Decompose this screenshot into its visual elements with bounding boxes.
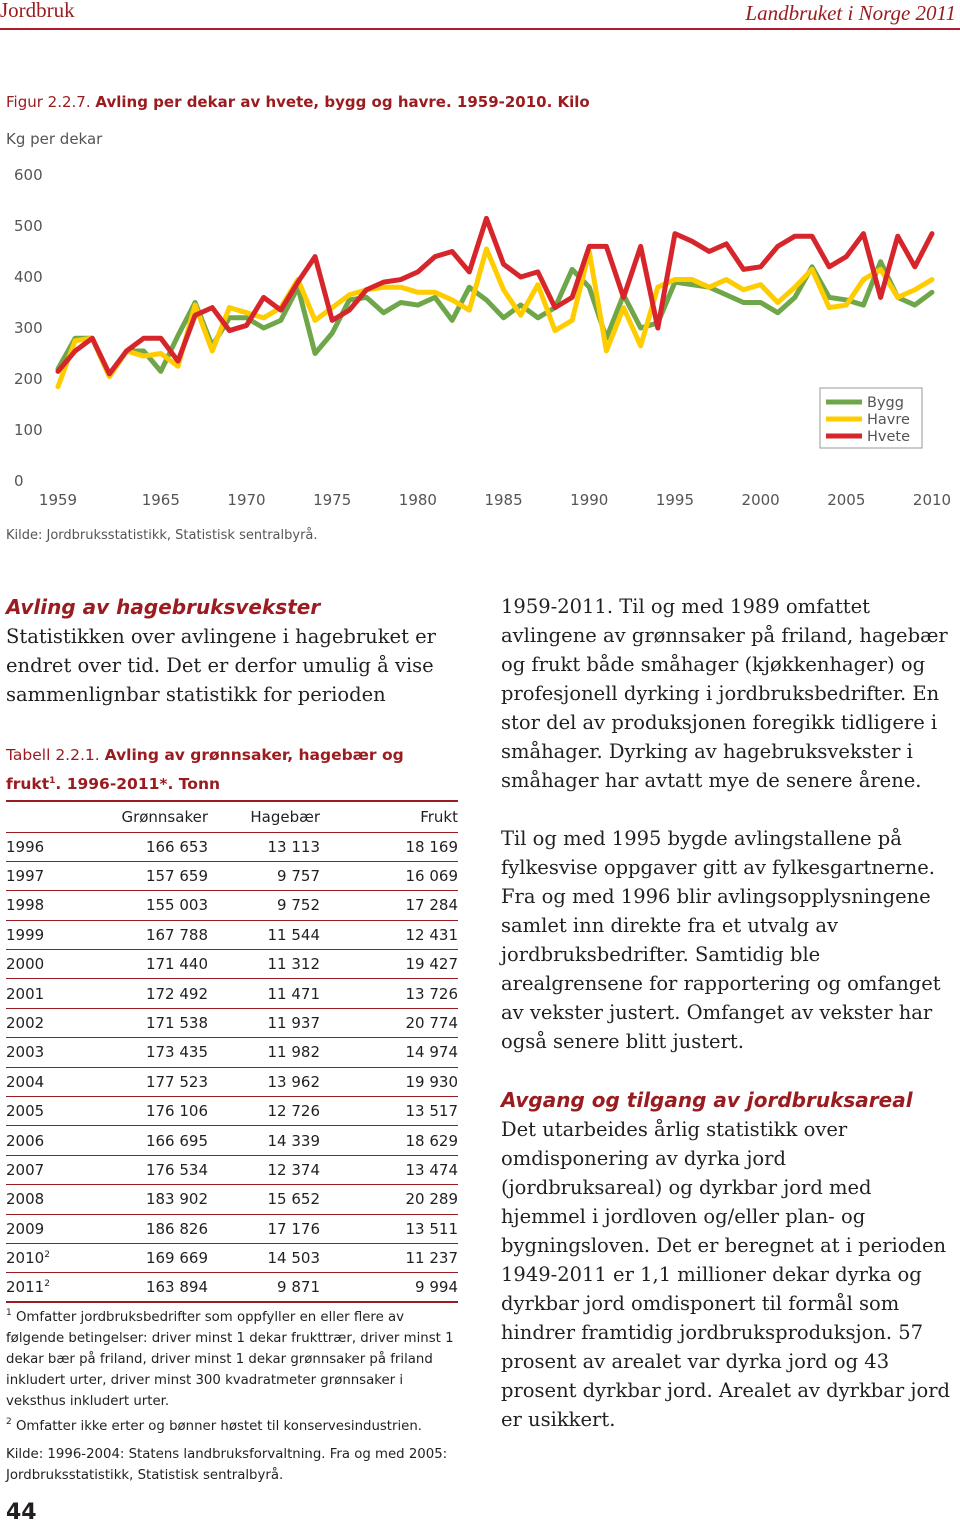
data-point-havre — [485, 248, 487, 250]
table-row — [6, 1008, 458, 1037]
x-tick-label: 1985 — [484, 491, 523, 509]
data-point-bygg — [759, 301, 761, 303]
data-point-bygg — [400, 301, 402, 303]
data-point-hvete — [262, 296, 264, 298]
data-point-havre — [74, 340, 76, 342]
paragraph-3: Det utarbeides årlig statistikk over omdisponering av dyrka jord (jordbruksareal) og dyrkbar jord med hjemmel i jordloven og/eller plan- og bygningsloven. Det er beregnet at i perioden 1949-2011 er 1,1 millioner dekar dyrka og dyrkbar jord omdisponert til formål som hindrer framtidig jordbruksproduksjon. 57 prosent av arealet var dyrka jord og 43 prosent dyrkbar jord. Arealet av dyrkbar jord er usikkert. — [501, 1118, 951, 1431]
data-point-bygg — [520, 304, 522, 306]
data-point-bygg — [434, 296, 436, 298]
data-point-hvete — [742, 268, 744, 270]
section-title: Jordbruk — [0, 0, 75, 22]
data-point-hvete — [622, 296, 624, 298]
data-point-havre — [194, 304, 196, 306]
data-point-havre — [211, 350, 213, 352]
data-point-havre — [554, 329, 556, 331]
cell-frukt: 19 427 — [320, 950, 458, 979]
data-point-bygg — [794, 296, 796, 298]
cell-frukt: 13 474 — [320, 1155, 458, 1184]
yield-table — [6, 800, 458, 1303]
data-point-hvete — [897, 235, 899, 237]
data-point-hvete — [314, 255, 316, 257]
x-tick-label: 2005 — [827, 491, 866, 509]
y-tick-label: 400 — [14, 268, 43, 286]
cell-gronnsaker: 183 902 — [98, 1185, 208, 1214]
data-point-havre — [759, 283, 761, 285]
cell-year: 2003 — [6, 1038, 98, 1067]
cell-year: 2007 — [6, 1155, 98, 1184]
data-point-hvete — [811, 235, 813, 237]
data-point-hvete — [537, 271, 539, 273]
table-row — [6, 861, 458, 890]
data-point-hvete — [468, 271, 470, 273]
cell-frukt: 17 284 — [320, 891, 458, 920]
data-point-hvete — [160, 337, 162, 339]
data-point-havre — [845, 304, 847, 306]
col-header-year — [6, 801, 98, 832]
page-number: 44 — [6, 1500, 37, 1525]
table-source: Kilde: 1996-2004: Statens landbruksforvaltning. Fra og med 2005: Jordbruksstatistikk, Statistisk sentralbyrå. — [6, 1447, 448, 1483]
data-point-bygg — [862, 304, 864, 306]
data-point-havre — [228, 306, 230, 308]
cell-hagebaer: 11 312 — [208, 950, 320, 979]
data-point-havre — [639, 345, 641, 347]
data-point-havre — [142, 355, 144, 357]
data-point-hvete — [879, 296, 881, 298]
data-point-havre — [622, 306, 624, 308]
chart-source: Kilde: Jordbruksstatistikk, Statistisk sentralbyrå. — [6, 528, 318, 543]
y-tick-label: 600 — [14, 166, 43, 184]
data-point-hvete — [417, 271, 419, 273]
cell-gronnsaker: 176 106 — [98, 1097, 208, 1126]
table-row — [6, 1097, 458, 1126]
section-text: Statistikken over avlingene i hagebruket er endret over tid. Det er derfor umulig å vise sammenlignbar statistikk for perioden — [6, 625, 436, 706]
cell-year: 2002 — [6, 1008, 98, 1037]
cell-year: 1999 — [6, 920, 98, 949]
data-point-hvete — [108, 373, 110, 375]
data-point-hvete — [588, 245, 590, 247]
cell-year: 1997 — [6, 861, 98, 890]
cell-gronnsaker: 157 659 — [98, 861, 208, 890]
data-point-havre — [725, 278, 727, 280]
data-point-bygg — [262, 327, 264, 329]
data-point-havre — [657, 286, 659, 288]
data-point-hvete — [725, 243, 727, 245]
data-point-bygg — [365, 296, 367, 298]
cell-year: 1996 — [6, 832, 98, 861]
y-tick-label: 100 — [14, 421, 43, 439]
data-point-hvete — [91, 337, 93, 339]
page-header — [0, 0, 960, 24]
footnote-1: $^1$ Omfatter jordbruksbedrifter som oppfyller en eller flere av følgende betingelser: driver minst 1 dekar frukttrær, driver minst 1 dekar bær på friland, driver minst 1 dekar grønnsaker på friland inkludert urter, driver minst 300 kvadratmeter grønnsaker i veksthus inkludert urter. — [6, 1308, 454, 1409]
cell-gronnsaker: 166 695 — [98, 1126, 208, 1155]
cell-hagebaer: 12 374 — [208, 1155, 320, 1184]
data-point-hvete — [554, 306, 556, 308]
data-point-bygg — [777, 312, 779, 314]
data-point-hvete — [931, 232, 933, 234]
data-point-havre — [742, 289, 744, 291]
data-point-havre — [862, 278, 864, 280]
table-row — [6, 950, 458, 979]
figure-number: Figur 2.2.7. — [6, 93, 91, 111]
legend-label-havre: Havre — [867, 412, 910, 428]
data-point-havre — [914, 289, 916, 291]
data-point-bygg — [417, 304, 419, 306]
table-row — [6, 1273, 458, 1302]
x-tick-label: 1959 — [38, 491, 78, 509]
table-row — [6, 1067, 458, 1096]
cell-frukt: 9 994 — [320, 1273, 458, 1302]
cell-year: 2011$^2$ — [6, 1273, 98, 1302]
data-point-hvete — [777, 245, 779, 247]
y-tick-label: 300 — [14, 319, 43, 337]
data-point-hvete — [708, 250, 710, 252]
table-row — [6, 1243, 458, 1272]
data-point-havre — [691, 278, 693, 280]
cell-hagebaer: 9 752 — [208, 891, 320, 920]
cell-hagebaer: 11 982 — [208, 1038, 320, 1067]
data-point-hvete — [657, 327, 659, 329]
cell-year: 2008 — [6, 1185, 98, 1214]
data-point-havre — [400, 286, 402, 288]
cell-gronnsaker: 176 534 — [98, 1155, 208, 1184]
data-point-hvete — [571, 296, 573, 298]
cell-year: 2000 — [6, 950, 98, 979]
data-point-hvete — [297, 281, 299, 283]
data-point-hvete — [794, 235, 796, 237]
data-point-hvete — [177, 360, 179, 362]
data-point-bygg — [485, 299, 487, 301]
data-point-havre — [931, 278, 933, 280]
data-point-havre — [811, 268, 813, 270]
data-point-bygg — [451, 319, 453, 321]
cell-frukt: 20 774 — [320, 1008, 458, 1037]
x-tick-label: 1995 — [655, 491, 695, 509]
cell-year: 2006 — [6, 1126, 98, 1155]
table-caption — [6, 742, 462, 797]
cell-gronnsaker: 186 826 — [98, 1214, 208, 1243]
data-point-havre — [314, 319, 316, 321]
cell-hagebaer: 14 339 — [208, 1126, 320, 1155]
data-point-bygg — [914, 304, 916, 306]
data-point-bygg — [502, 317, 504, 319]
cell-year: 1998 — [6, 891, 98, 920]
y-axis-label: Kg per dekar — [6, 130, 103, 148]
data-point-havre — [828, 306, 830, 308]
cell-year: 2009 — [6, 1214, 98, 1243]
data-point-hvete — [674, 232, 676, 234]
x-tick-label: 2000 — [741, 491, 780, 509]
data-point-bygg — [879, 261, 881, 263]
data-point-hvete — [639, 245, 641, 247]
col-header-gronnsaker: Grønnsaker — [98, 801, 208, 832]
cell-hagebaer: 17 176 — [208, 1214, 320, 1243]
data-point-hvete — [485, 217, 487, 219]
cell-hagebaer: 12 726 — [208, 1097, 320, 1126]
section-hagebruk — [6, 592, 466, 709]
right-column — [501, 592, 953, 1434]
cell-year: 2004 — [6, 1067, 98, 1096]
data-point-hvete — [228, 329, 230, 331]
y-tick-label: 500 — [14, 217, 43, 235]
table-row — [6, 891, 458, 920]
data-point-hvete — [382, 281, 384, 283]
table-number: Tabell 2.2.1. — [6, 746, 100, 764]
legend-label-bygg: Bygg — [867, 395, 904, 411]
x-tick-label: 1970 — [227, 491, 266, 509]
x-tick-label: 1990 — [570, 491, 609, 509]
cell-frukt: 19 930 — [320, 1067, 458, 1096]
data-point-havre — [382, 286, 384, 288]
header-rule — [0, 28, 960, 30]
data-point-bygg — [725, 294, 727, 296]
data-point-hvete — [914, 266, 916, 268]
table-row — [6, 1185, 458, 1214]
legend-label-hvete: Hvete — [867, 429, 911, 445]
data-point-bygg — [382, 312, 384, 314]
data-point-bygg — [228, 317, 230, 319]
data-point-hvete — [828, 266, 830, 268]
data-point-havre — [537, 283, 539, 285]
x-tick-label: 2010 — [912, 491, 952, 509]
data-point-bygg — [160, 370, 162, 372]
data-point-havre — [434, 291, 436, 293]
yield-line-chart — [0, 120, 960, 520]
cell-gronnsaker: 163 894 — [98, 1273, 208, 1302]
data-point-havre — [708, 286, 710, 288]
cell-frukt: 13 517 — [320, 1097, 458, 1126]
data-point-hvete — [57, 370, 59, 372]
footnotes — [6, 1303, 462, 1486]
footnote-2: $^2$ Omfatter ikke erter og bønner høstet til konservesindustrien. — [6, 1417, 423, 1434]
cell-year: 2001 — [6, 979, 98, 1008]
data-point-hvete — [520, 276, 522, 278]
data-point-hvete — [434, 255, 436, 257]
cell-frukt: 18 629 — [320, 1126, 458, 1155]
section-heading-areal: Avgang og tilgang av jordbruksareal — [501, 1088, 913, 1112]
cell-hagebaer: 11 544 — [208, 920, 320, 949]
x-tick-label: 1975 — [313, 491, 352, 509]
cell-frukt: 12 431 — [320, 920, 458, 949]
cell-frukt: 13 726 — [320, 979, 458, 1008]
cell-frukt: 16 069 — [320, 861, 458, 890]
series-line-havre — [58, 249, 932, 387]
data-point-bygg — [348, 299, 350, 301]
data-point-hvete — [502, 263, 504, 265]
cell-frukt: 18 169 — [320, 832, 458, 861]
data-point-havre — [262, 317, 264, 319]
cell-frukt: 11 237 — [320, 1243, 458, 1272]
data-point-bygg — [537, 317, 539, 319]
data-point-bygg — [314, 352, 316, 354]
series-line-hvete — [58, 218, 932, 374]
col-header-frukt: Frukt — [320, 801, 458, 832]
data-point-bygg — [639, 327, 641, 329]
data-point-hvete — [691, 240, 693, 242]
cell-frukt: 20 289 — [320, 1185, 458, 1214]
data-point-bygg — [742, 301, 744, 303]
cell-gronnsaker: 171 440 — [98, 950, 208, 979]
cell-gronnsaker: 177 523 — [98, 1067, 208, 1096]
data-point-bygg — [280, 319, 282, 321]
data-point-hvete — [605, 245, 607, 247]
figure-caption — [6, 93, 590, 111]
figure-title: Avling per dekar av hvete, bygg og havre. 1959-2010. Kilo — [95, 93, 590, 111]
table-row — [6, 832, 458, 861]
cell-gronnsaker: 155 003 — [98, 891, 208, 920]
data-point-hvete — [331, 319, 333, 321]
data-point-hvete — [451, 250, 453, 252]
data-point-havre — [897, 296, 899, 298]
data-point-havre — [605, 350, 607, 352]
cell-year: 2005 — [6, 1097, 98, 1126]
data-point-havre — [57, 385, 59, 387]
cell-frukt: 13 511 — [320, 1214, 458, 1243]
data-point-havre — [520, 314, 522, 316]
data-point-havre — [451, 299, 453, 301]
data-point-hvete — [845, 255, 847, 257]
data-point-hvete — [365, 289, 367, 291]
section-heading: Avling av hagebruksvekster — [6, 595, 321, 619]
x-tick-label: 1980 — [398, 491, 437, 509]
data-point-bygg — [588, 286, 590, 288]
data-point-bygg — [828, 296, 830, 298]
data-point-hvete — [280, 309, 282, 311]
data-point-havre — [468, 309, 470, 311]
cell-hagebaer: 15 652 — [208, 1185, 320, 1214]
data-point-havre — [177, 365, 179, 367]
cell-gronnsaker: 166 653 — [98, 832, 208, 861]
book-title: Landbruket i Norge 2011 — [745, 1, 956, 25]
cell-hagebaer: 14 503 — [208, 1243, 320, 1272]
data-point-bygg — [691, 283, 693, 285]
table-row — [6, 1155, 458, 1184]
data-point-hvete — [400, 278, 402, 280]
cell-hagebaer: 9 757 — [208, 861, 320, 890]
data-point-havre — [879, 268, 881, 270]
data-point-havre — [348, 294, 350, 296]
cell-hagebaer: 11 937 — [208, 1008, 320, 1037]
data-point-hvete — [211, 306, 213, 308]
data-point-hvete — [194, 314, 196, 316]
data-point-hvete — [862, 232, 864, 234]
table-row — [6, 1126, 458, 1155]
table-row — [6, 1038, 458, 1067]
data-point-hvete — [142, 337, 144, 339]
cell-gronnsaker: 173 435 — [98, 1038, 208, 1067]
data-point-hvete — [74, 350, 76, 352]
y-tick-label: 0 — [14, 472, 24, 490]
y-tick-label: 200 — [14, 370, 43, 388]
data-point-havre — [417, 291, 419, 293]
cell-hagebaer: 11 471 — [208, 979, 320, 1008]
data-point-havre — [777, 301, 779, 303]
data-point-havre — [674, 278, 676, 280]
data-point-hvete — [125, 350, 127, 352]
data-point-havre — [502, 289, 504, 291]
data-point-bygg — [177, 334, 179, 336]
cell-frukt: 14 974 — [320, 1038, 458, 1067]
cell-hagebaer: 13 962 — [208, 1067, 320, 1096]
cell-gronnsaker: 169 669 — [98, 1243, 208, 1272]
table-row — [6, 979, 458, 1008]
cell-gronnsaker: 171 538 — [98, 1008, 208, 1037]
data-point-hvete — [348, 309, 350, 311]
cell-hagebaer: 9 871 — [208, 1273, 320, 1302]
data-point-hvete — [245, 324, 247, 326]
cell-year: 2010$^2$ — [6, 1243, 98, 1272]
cell-gronnsaker: 167 788 — [98, 920, 208, 949]
data-point-havre — [160, 352, 162, 354]
data-point-havre — [571, 319, 573, 321]
data-point-bygg — [571, 268, 573, 270]
data-point-havre — [794, 286, 796, 288]
data-point-havre — [245, 312, 247, 314]
cell-gronnsaker: 172 492 — [98, 979, 208, 1008]
cell-hagebaer: 13 113 — [208, 832, 320, 861]
x-tick-label: 1965 — [141, 491, 180, 509]
data-point-bygg — [142, 350, 144, 352]
table-header-row — [6, 801, 458, 832]
table-row — [6, 920, 458, 949]
data-point-hvete — [759, 266, 761, 268]
data-point-bygg — [468, 286, 470, 288]
paragraph-2: Til og med 1995 bygde avlingstallene på fylkesvise oppgaver gitt av fylkesgartnerne. Fra og med 1996 blir avlingsopplysningene samlet inn direkte fra et utvalg av jordbruksbedrifter. Samtidig ble arealgrensene for rapportering og omfanget av vekster justert. Omfanget av vekster har også senere blitt justert. — [501, 827, 941, 1053]
paragraph-1: 1959-2011. Til og med 1989 omfattet avlingene av grønnsaker på friland, hagebær og frukt både småhager (kjøkkenhager) og profesjonell dyrking i jordbruksbedrifter. En stor del av produksjonen foregikk tidligere i småhager. Dyrking av hagebruksvekster i småhager har avtatt mye de senere årene. — [501, 595, 948, 792]
table-title: Avling av grønnsaker, hagebær og frukt$^1$. 1996-2011*. Tonn — [6, 746, 404, 793]
col-header-hagebaer: Hagebær — [208, 801, 320, 832]
data-point-bygg — [931, 291, 933, 293]
table-row — [6, 1214, 458, 1243]
data-point-bygg — [331, 332, 333, 334]
data-point-bygg — [245, 317, 247, 319]
